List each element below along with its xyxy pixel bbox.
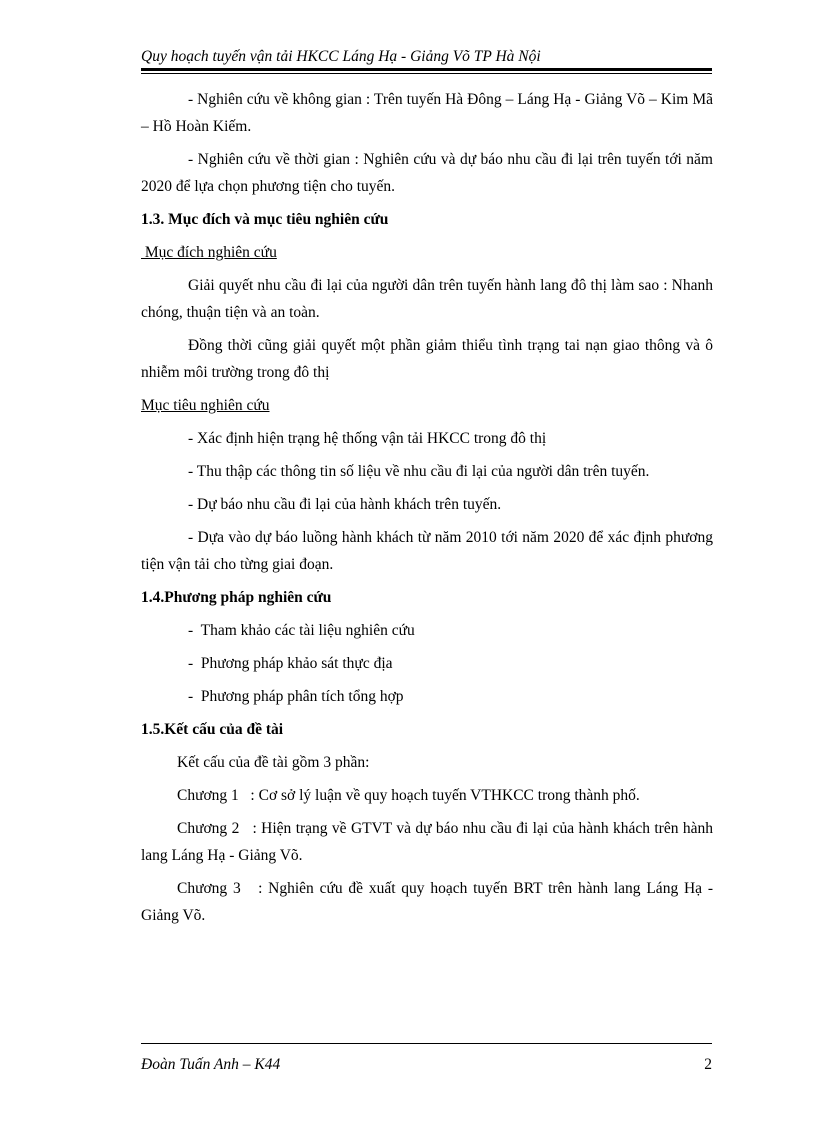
purpose-paragraph-2: Đồng thời cũng giải quyết một phần giảm thiểu tình trạng tai nạn giao thông và ô nhiễm môi trường trong đô thị [141,337,713,381]
chapter-item: Chương 1 : Cơ sở lý luận về quy hoạch tuyến VTHKCC trong thành phố. [177,787,640,804]
footer-author: Đoàn Tuấn Anh – K44 [141,1056,281,1073]
running-header: Quy hoạch tuyến vận tải HKCC Láng Hạ - Giảng Võ TP Hà Nội [141,48,541,65]
scope-time-paragraph: - Nghiên cứu về thời gian : Nghiên cứu và dự báo nhu cầu đi lại trên tuyến tới năm 2020 để lựa chọn phương tiện cho tuyến. [141,151,713,195]
chapter-item: Chương 3 : Nghiên cứu đề xuất quy hoạch tuyến BRT trên hành lang Láng Hạ - Giảng Võ. [141,880,717,924]
section-heading-1-5: 1.5.Kết cấu của đề tài [141,721,284,738]
page-content [141,86,717,935]
header-rule [141,68,712,71]
method-item: - Phương pháp khảo sát thực địa [188,655,393,672]
goal-item: - Xác định hiện trạng hệ thống vận tải HKCC trong đô thị [188,430,547,447]
goal-subheading: Mục tiêu nghiên cứu [141,397,270,414]
section-heading-1-4: 1.4.Phương pháp nghiên cứu [141,589,332,606]
purpose-paragraph-1: Giải quyết nhu cầu đi lại của người dân trên tuyến hành lang đô thị làm sao : Nhanh chóng, thuận tiện và an toàn. [141,277,713,321]
purpose-subheading: Mục đích nghiên cứu [141,244,277,261]
header-rule-thin [141,73,712,74]
method-item: - Phương pháp phân tích tổng hợp [188,688,404,705]
footer-rule [141,1043,712,1044]
scope-space-paragraph: - Nghiên cứu về không gian : Trên tuyến Hà Đông – Láng Hạ - Giảng Võ – Kim Mã – Hồ Hoàn Kiếm. [141,91,713,135]
goal-item: - Dự báo nhu cầu đi lại của hành khách trên tuyến. [188,496,502,513]
page-number: 2 [704,1056,712,1073]
goal-item: - Thu thập các thông tin số liệu về nhu cầu đi lại của người dân trên tuyến. [188,463,650,480]
section-heading-1-3: 1.3. Mục đích và mục tiêu nghiên cứu [141,211,389,228]
goal-item: - Dựa vào dự báo luồng hành khách từ năm 2010 tới năm 2020 để xác định phương tiện vận tải cho từng giai đoạn. [141,529,713,573]
method-item: - Tham khảo các tài liệu nghiên cứu [188,622,415,639]
structure-intro: Kết cấu của đề tài gồm 3 phần: [177,754,370,771]
chapter-item: Chương 2 : Hiện trạng về GTVT và dự báo nhu cầu đi lại của hành khách trên hành lang Láng Hạ - Giảng Võ. [141,820,717,864]
